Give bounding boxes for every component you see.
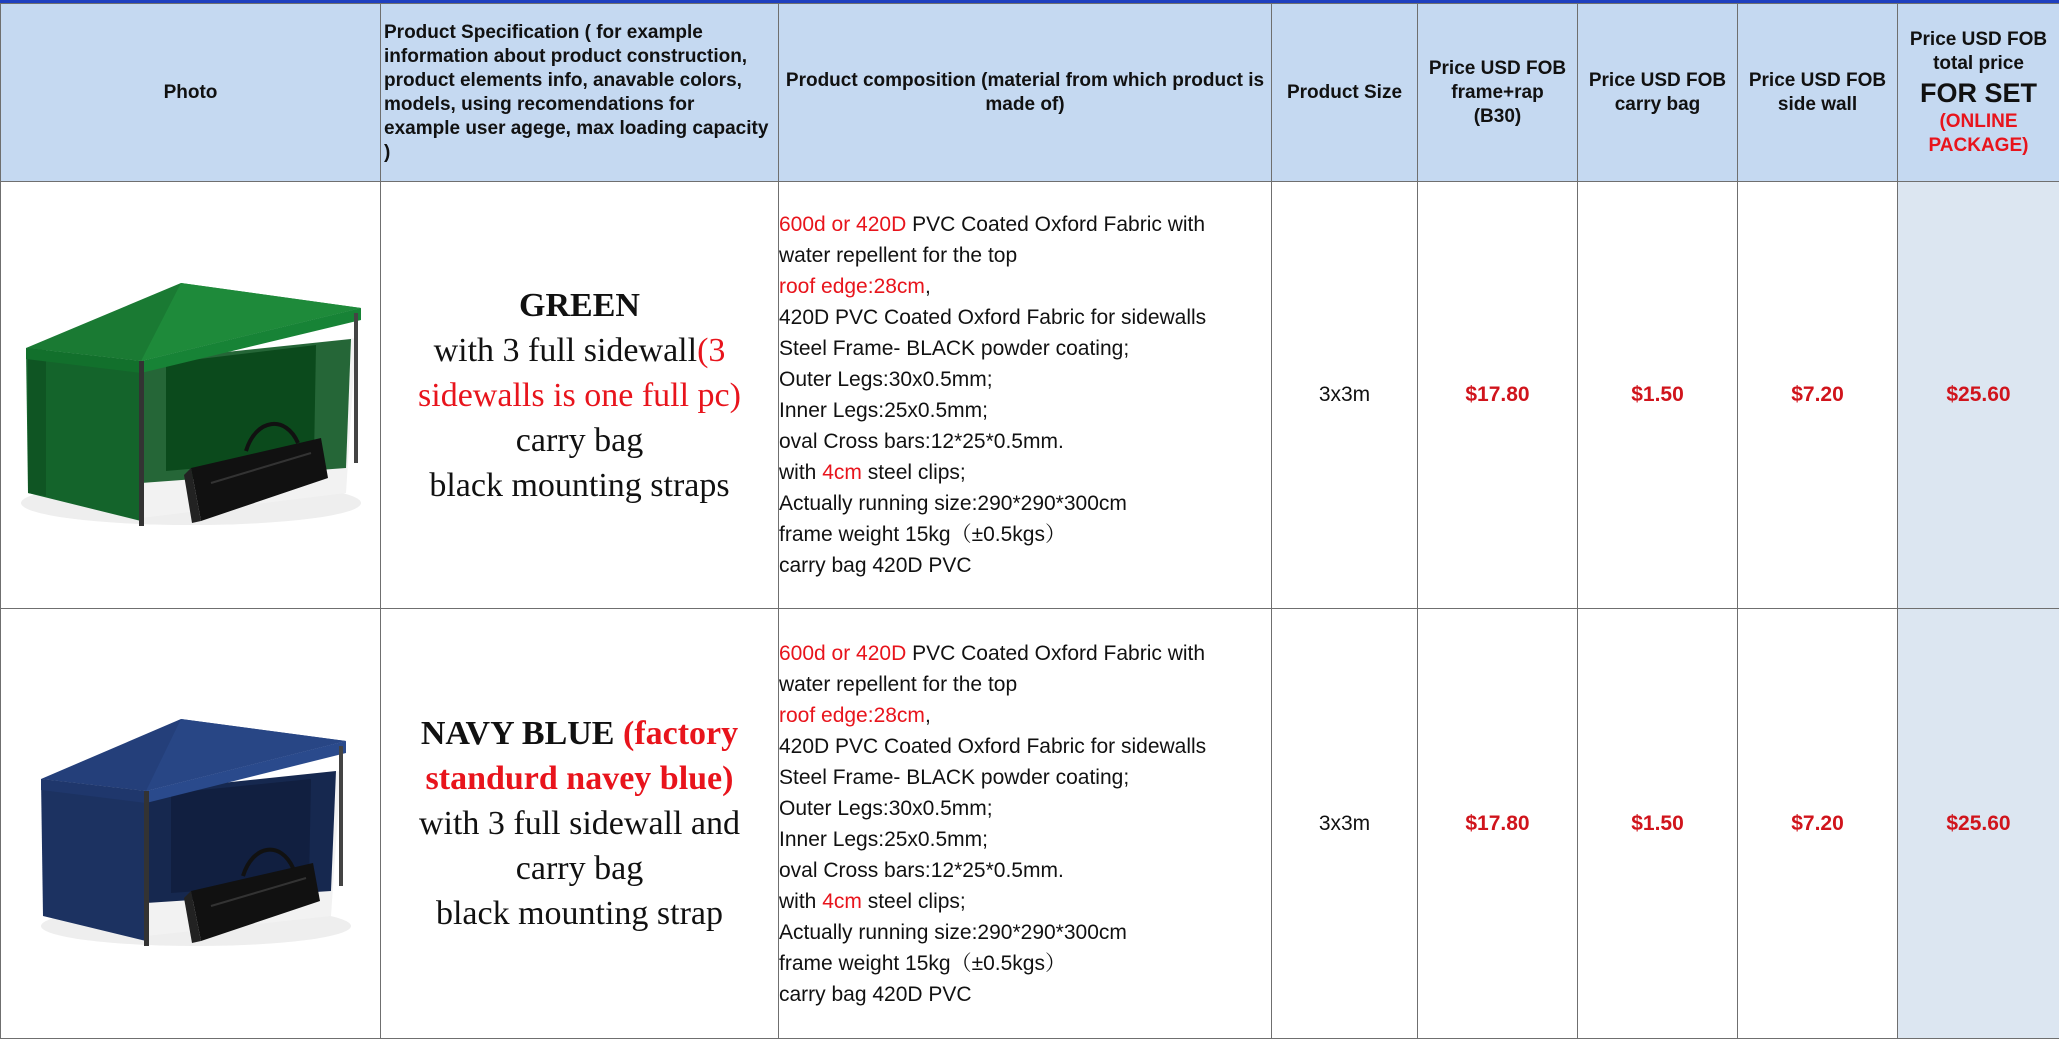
product-size-cell[interactable]: 3x3m (1272, 609, 1418, 1039)
composition-line: Inner Legs:25x0.5mm; (779, 824, 1271, 855)
composition-line (779, 457, 1271, 488)
composition-line (779, 886, 1271, 917)
composition-line: Outer Legs:30x0.5mm; (779, 793, 1271, 824)
header-price-side-wall[interactable]: Price USD FOB side wall (1738, 4, 1898, 182)
product-specification-cell (381, 182, 779, 609)
composition-line: Actually running size:290*290*300cm (779, 917, 1271, 948)
mounting-straps-text: black mounting straps (429, 467, 729, 504)
composition-line: Actually running size:290*290*300cm (779, 488, 1271, 519)
header-price-total[interactable] (1898, 4, 2059, 182)
price-carry-bag-cell[interactable]: $1.50 (1578, 609, 1738, 1039)
header-for-set: FOR SET (1898, 76, 2059, 110)
photo-cell[interactable] (1, 182, 381, 609)
price-frame-cell[interactable]: $17.80 (1418, 609, 1578, 1039)
composition-line: carry bag 420D PVC (779, 979, 1271, 1010)
photo-cell[interactable] (1, 609, 381, 1039)
composition-line: 420D PVC Coated Oxford Fabric for sidewalls (779, 731, 1271, 762)
color-note: (factory standurd navey blue) (426, 715, 739, 797)
composition-line (779, 209, 1271, 240)
composition-line: frame weight 15kg（±0.5kgs） (779, 948, 1271, 979)
header-price-frame-code: (B30) (1474, 106, 1522, 127)
price-carry-bag-cell[interactable]: $1.50 (1578, 182, 1738, 609)
roof-edge: roof edge:28cm (779, 704, 925, 727)
header-online-package: (ONLINE PACKAGE) (1929, 111, 2029, 156)
price-frame-cell[interactable]: $17.80 (1418, 182, 1578, 609)
roof-edge-punct: , (925, 704, 931, 727)
header-product-size[interactable]: Product Size (1272, 4, 1418, 182)
navy-tent-image (31, 691, 351, 951)
composition-line: oval Cross bars:12*25*0.5mm. (779, 426, 1271, 457)
clips-prefix: with (779, 461, 822, 484)
price-side-wall-cell[interactable]: $7.20 (1738, 182, 1898, 609)
price-total-cell[interactable]: $25.60 (1898, 182, 2059, 609)
composition-line: Inner Legs:25x0.5mm; (779, 395, 1271, 426)
composition-line: water repellent for the top (779, 669, 1271, 700)
header-price-carry-bag[interactable]: Price USD FOB carry bag (1578, 4, 1738, 182)
mounting-strap-text: black mounting strap (436, 895, 723, 932)
composition-line: oval Cross bars:12*25*0.5mm. (779, 855, 1271, 886)
table-row-navy (1, 609, 2059, 1039)
composition-line: 420D PVC Coated Oxford Fabric for sidewalls (779, 302, 1271, 333)
fabric-grade: 600d or 420D (779, 213, 906, 236)
header-photo[interactable]: Photo (1, 4, 381, 182)
color-name: GREEN (519, 287, 640, 324)
sidewall-text: with 3 full sidewall and carry bag (419, 805, 740, 887)
price-side-wall-cell[interactable]: $7.20 (1738, 609, 1898, 1039)
composition-line: frame weight 15kg（±0.5kgs） (779, 519, 1271, 550)
composition-line: Steel Frame- BLACK powder coating; (779, 762, 1271, 793)
composition-line: water repellent for the top (779, 240, 1271, 271)
product-composition-cell (779, 182, 1272, 609)
color-name: NAVY BLUE (421, 715, 623, 752)
fabric-grade: 600d or 420D (779, 642, 906, 665)
header-price-frame-label: Price USD FOB frame+rap (1429, 58, 1566, 103)
roof-edge: roof edge:28cm (779, 275, 925, 298)
product-composition-cell (779, 609, 1272, 1039)
carry-bag-text: carry bag (516, 422, 643, 459)
clips-suffix: steel clips; (862, 461, 966, 484)
composition-line (779, 271, 1271, 302)
clips-size: 4cm (822, 890, 862, 913)
product-size-cell[interactable]: 3x3m (1272, 182, 1418, 609)
sidewall-text: with 3 full sidewall (434, 332, 697, 369)
composition-line: Outer Legs:30x0.5mm; (779, 364, 1271, 395)
header-product-composition[interactable]: Product composition (material from which product is made of) (779, 4, 1272, 182)
composition-line (779, 700, 1271, 731)
product-price-table (0, 3, 2059, 1039)
green-tent-image (16, 253, 366, 533)
header-price-total-label: Price USD FOB total price (1910, 29, 2047, 74)
composition-line: Steel Frame- BLACK powder coating; (779, 333, 1271, 364)
fabric-text: PVC Coated Oxford Fabric with (906, 213, 1205, 236)
header-row (1, 4, 2059, 182)
table-row-green (1, 182, 2059, 609)
header-product-specification[interactable]: Product Specification ( for example information about product construction, product elements info, anavable colors, models, using recomendations for example user agege, max loading capacity ) (381, 4, 779, 182)
clips-suffix: steel clips; (862, 890, 966, 913)
fabric-text: PVC Coated Oxford Fabric with (906, 642, 1205, 665)
composition-line: carry bag 420D PVC (779, 550, 1271, 581)
composition-line (779, 638, 1271, 669)
price-total-cell[interactable]: $25.60 (1898, 609, 2059, 1039)
header-price-frame[interactable] (1418, 4, 1578, 182)
clips-size: 4cm (822, 461, 862, 484)
roof-edge-punct: , (925, 275, 931, 298)
sidewall-note: (3 sidewalls is one full pc) (418, 332, 741, 414)
clips-prefix: with (779, 890, 822, 913)
product-specification-cell (381, 609, 779, 1039)
